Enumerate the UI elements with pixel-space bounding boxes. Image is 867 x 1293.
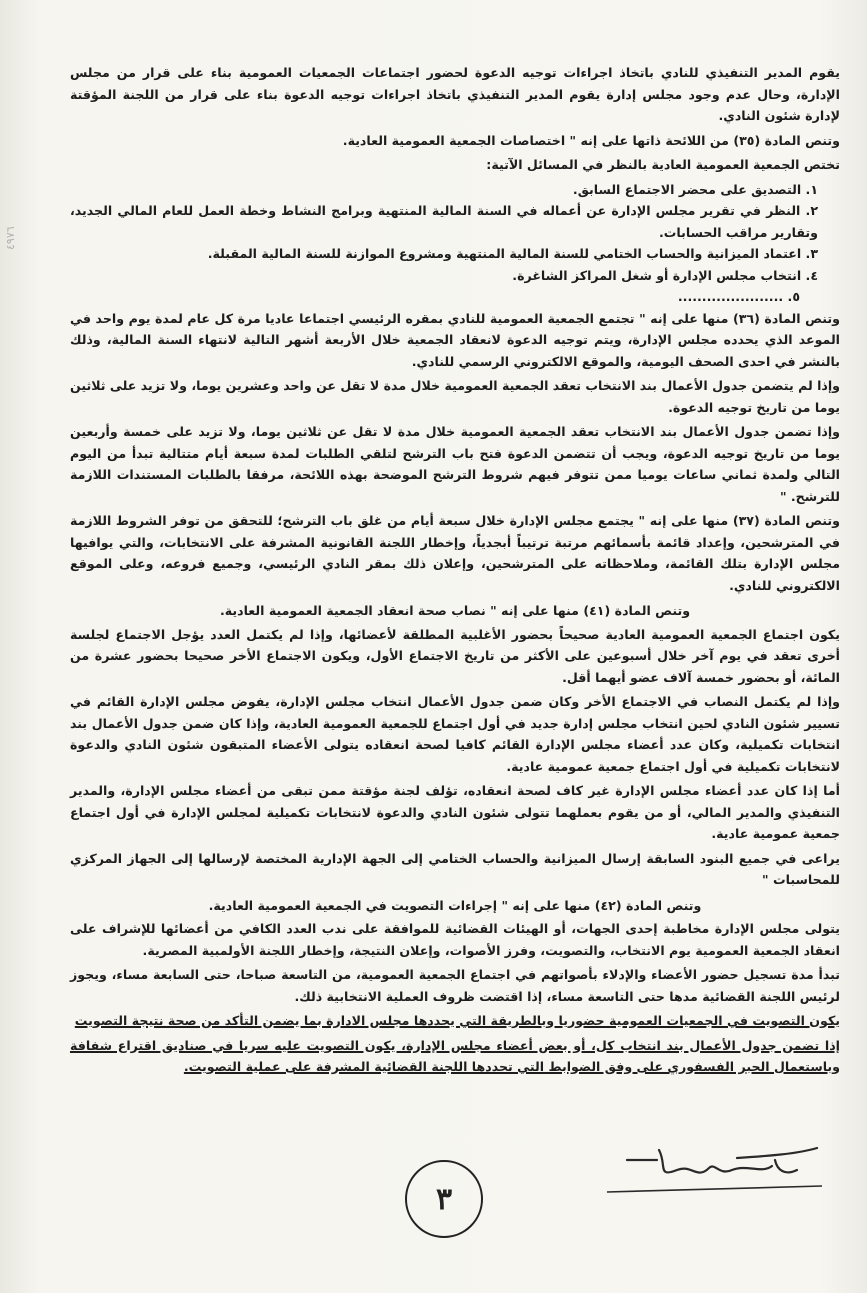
paragraph: تبدأ مدة تسجيل حضور الأعضاء والإدلاء بأصواتهم في اجتماع الجمعية العمومية، من التاسعة صباحا، حتى السابعة مساء، ويجوز لرئيس اللجنة القضائية مدها حتى التاسعة مساء، إذا اقتضت ظروف العملية الانتخابية ذلك. [70, 967, 840, 1004]
margin-stamp: ٤٩٧٦ [4, 226, 17, 250]
paragraph: وإذا تضمن جدول الأعمال بند الانتخاب تعقد الجمعية العمومية خلال مدة لا تقل عن ثلاثين يوما، ولا تزيد على خمسة وأربعين يوما من تاريخ توجيه الدعوة، ويجب أن تتضمن الدعوة فتح باب الترشح لتلقي الطلبات لمدة سبعة أيام متتالية تبدأ من اليوم التالي ولمدة ثماني ساعات يوميا ممن تتوفر فيهم شروط الترشح الموضحة بهذه اللائحة، مرفقا بالطلبات المستندات اللازمة للترشح. " [70, 424, 840, 504]
list-item: ٢. النظر في تقرير مجلس الإدارة عن أعماله في السنة المالية المنتهية وبرامج النشاط وخطة العمل للعام المالي الجديد، وتقارير مراقب الحسابات. [70, 203, 818, 240]
page-number: ٣ [405, 1160, 483, 1238]
document-body [70, 62, 840, 1081]
paragraph: وإذا لم يتضمن جدول الأعمال بند الانتخاب تعقد الجمعية العمومية خلال مدة لا تقل عن واحد وعشرين يوما، ولا تزيد على ثلاثين يوما من تاريخ توجيه الدعوة. [70, 378, 840, 415]
paragraph: وتنص المادة (٣٦) منها على إنه " تجتمع الجمعية العمومية للنادي بمقره الرئيسي اجتماعا عاديا مرة كل عام لمدة يوم واحد في الموعد الذي يحدده مجلس الإدارة، ويتم توجيه الدعوة لانعقاد الجمعية خلال الأربعة أشهر التالية لانتهاء السنة المالية، وذلك بالنشر في احدى الصحف اليومية، والموقع الالكتروني الرسمي للنادي. [70, 310, 840, 369]
paragraph: يتولى مجلس الإدارة مخاطبة إحدى الجهات، أو الهيئات القضائية للموافقة على ندب العدد الكافي من أعضائها للإشراف على انعقاد الجمعية العمومية يوم الانتخاب، والتصويت، وفرز الأصوات، وإعلان النتيجة، وإخطار اللجنة الأولمبية المصرية. [70, 921, 840, 958]
paragraph: وإذا لم يكتمل النصاب في الاجتماع الأخر وكان ضمن جدول الأعمال انتخاب مجلس الإدارة، يفوض مجلس الإدارة القائم في تسيير شئون النادي لحين انتخاب مجلس إدارة جديد في أول اجتماع للجمعية العمومية العادية، وإذا كان ضمن جدول الأعمال بند انتخابات تكميلية، وكان عدد أعضاء مجلس الإدارة القائم كافيا لصحة انعقاده يتولى الأعضاء المتبقون شئون النادي والدعوة لانتخابات تكميلية في أول اجتماع جمعية عمومية عادية. [70, 694, 840, 774]
paragraph: وتنص المادة (٣٥) من اللائحة ذاتها على إنه " اختصاصات الجمعية العمومية العادية. [342, 132, 840, 148]
list-item: ٥. ...................... [677, 289, 800, 304]
signature-image [597, 1140, 827, 1210]
paragraph: يراعى في جميع البنود السابقة إرسال الميزانية والحساب الختامي إلى الجهة الإدارية المختصة لإرسالها إلى الجهاز المركزي للمحاسبات " [70, 850, 840, 887]
paragraph: وتنص المادة (٣٧) منها على إنه " يجتمع مجلس الإدارة خلال سبعة أيام من غلق باب الترشح؛ للتحقق من توفر الشروط اللازمة في المترشحين، وإعداد قائمة بأسمائهم مرتبة ترتيباً أبجدياً، وإخطار اللجنة القانونية المشرفة على الانتخابات، والتي يوافيها مجلس الإدارة بتلك القائمة، وملاحظاته على المترشحين، وإعلان ذلك بمقر النادي الرئيسي، وجميع فروعه، وعلى الموقع الالكتروني للنادي. [70, 513, 840, 593]
paragraph: يكون اجتماع الجمعية العمومية العادية صحيحاً بحضور الأغلبية المطلقة لأعضائها، وإذا لم يكتمل العدد يؤجل الاجتماع لجلسة أخرى تعقد في يوم آخر خلال أسبوعين على الأكثر من تاريخ الاجتماع الأول، ويكون الاجتماع الأخر صحيحا بحضور عشرة من المائة، أو بحضور خمسة آلاف عضو أيهما أقل. [70, 626, 840, 685]
paragraph: يقوم المدير التنفيذي للنادي باتخاذ اجراءات توجيه الدعوة لحضور اجتماعات الجمعيات العمومية بناء على قرار من مجلس الإدارة، وحال عدم وجود مجلس إدارة يقوم المدير التنفيذي باتخاذ اجراءات توجيه الدعوة بناء على قرار من اللجنة المؤقتة لإدارة شئون النادي. [70, 65, 840, 123]
paragraph: أما إذا كان عدد أعضاء مجلس الإدارة غير كاف لصحة انعقاده، تؤلف لجنة مؤقتة ممن تبقى من أعضاء مجلس الإدارة، والمدير التنفيذي والمدير المالي، أو من يقوم بعملهما تتولى شئون النادي والدعوة لانتخابات تكميلية لمجلس الإدارة في أول اجتماع جمعية عمومية عادية. [70, 783, 840, 841]
article-heading: وتنص المادة (٤٢) منها على إنه " إجراءات التصويت في الجمعية العمومية العادية. [208, 897, 702, 913]
list-item: ٤. انتخاب مجلس الإدارة أو شغل المراكز الشاغرة. [512, 267, 818, 283]
list-item: ٣. اعتماد الميزانية والحساب الختامي للسنة المالية المنتهية ومشروع الموازنة للسنة المالية المقبلة. [207, 246, 818, 261]
paragraph: تختص الجمعية العمومية العادية بالنظر في المسائل الآتية: [486, 157, 840, 172]
article-heading: وتنص المادة (٤١) منها على إنه " نصاب صحة انعقاد الجمعية العمومية العادية. [219, 603, 691, 618]
paragraph: إذا تضمن جدول الأعمال بند انتخاب كل، أو بعض أعضاء مجلس الإدارة، يكون التصويت عليه سريا في صناديق اقتراع شفافة وباستعمال الحبر الفسفوري على وفق الضوابط التي تحددها اللجنة القضائية المشرفة على عملية التصويت. [70, 1037, 840, 1074]
list-item: ١. التصديق على محضر الاجتماع السابق. [572, 181, 818, 197]
paragraph: يكون التصويت في الجمعيات العمومية حضوريا وبالطريقة التي يحددها مجلس الادارة بما يضمن التأكد من صحة نتيجة التصويت [74, 1013, 840, 1028]
